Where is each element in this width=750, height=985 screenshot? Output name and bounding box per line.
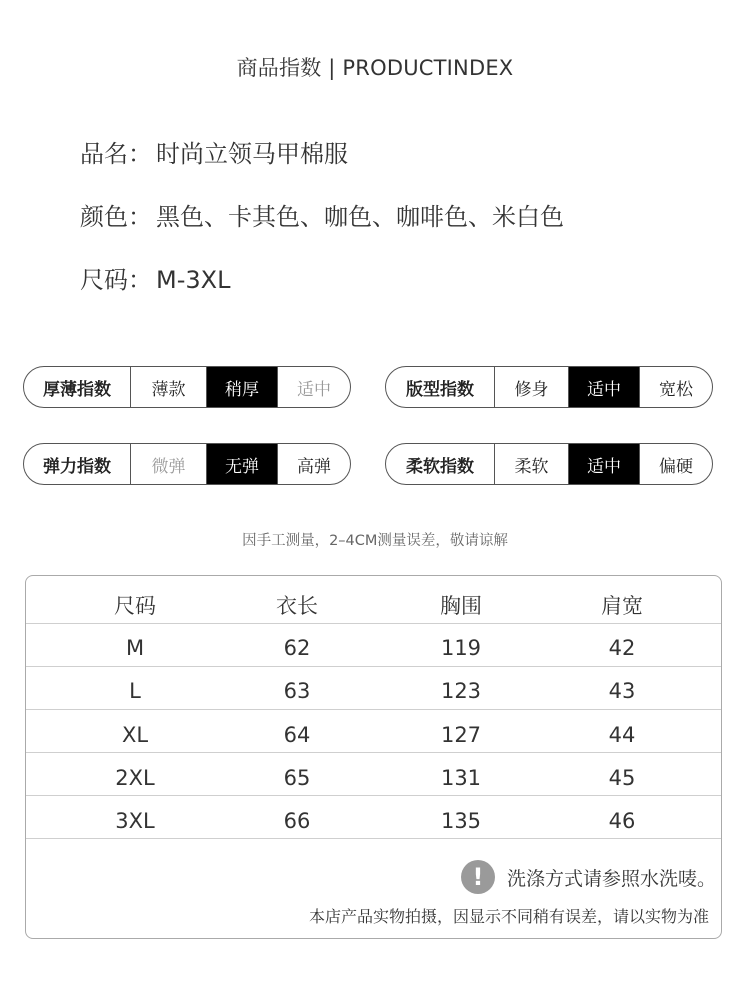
- index-name: 版型指数: [386, 367, 495, 407]
- info-value: 时尚立领马甲棉服: [156, 140, 348, 168]
- row-divider: [26, 795, 721, 796]
- size-table: [25, 575, 722, 939]
- table-cell: 66: [283, 808, 311, 833]
- page-title: 商品指数 | PRODUCTINDEX: [236, 56, 514, 80]
- table-cell: 3XL: [115, 808, 155, 833]
- index-name: 弹力指数: [24, 444, 131, 484]
- table-cell: 62: [283, 635, 311, 660]
- softness-option-soft: 柔软: [514, 456, 549, 477]
- info-value: M-3XL: [156, 266, 231, 294]
- elasticity-option-slight: 微弹: [151, 456, 186, 477]
- info-product-name: [80, 134, 348, 169]
- table-cell: 123: [440, 678, 482, 703]
- table-header-cell: 衣长: [276, 593, 318, 618]
- table-row: [26, 713, 721, 756]
- table-cell: L: [129, 678, 141, 703]
- thickness-option-slightly-thick: 稍厚: [206, 367, 277, 407]
- elasticity-index-pill: [23, 443, 351, 485]
- info-label: 品名：: [80, 140, 152, 168]
- wash-instructions: [461, 860, 716, 894]
- index-name: 柔软指数: [386, 444, 495, 484]
- wash-note: 洗涤方式请参照水洗唛。: [507, 867, 717, 890]
- row-divider: [26, 709, 721, 710]
- elasticity-option-high: 高弹: [277, 444, 350, 484]
- table-cell: M: [125, 635, 145, 660]
- table-row: [26, 626, 721, 669]
- table-row: [26, 756, 721, 799]
- measurement-note: 因手工测量，2–4CM测量误差，敬请谅解: [242, 533, 508, 549]
- softness-index-pill: [385, 443, 713, 485]
- softness-option-stiff: 偏硬: [639, 444, 712, 484]
- table-cell: XL: [121, 722, 149, 747]
- thickness-option-medium: 适中: [277, 367, 350, 407]
- fit-index-pill: [385, 366, 713, 408]
- table-cell: 44: [608, 722, 636, 747]
- softness-option-medium: 适中: [568, 444, 639, 484]
- index-name: 厚薄指数: [24, 367, 131, 407]
- table-row: [26, 669, 721, 712]
- info-label: 尺码：: [80, 266, 152, 294]
- row-divider: [26, 623, 721, 624]
- info-colors: [80, 197, 564, 232]
- thickness-option-thin: 薄款: [151, 379, 186, 400]
- table-header-cell: 尺码: [114, 593, 156, 618]
- table-header-cell: 肩宽: [601, 593, 643, 618]
- table-cell: 119: [440, 635, 482, 660]
- fit-option-slim: 修身: [514, 379, 549, 400]
- table-row: [26, 799, 721, 842]
- table-cell: 63: [283, 678, 311, 703]
- table-cell: 2XL: [115, 765, 155, 790]
- table-cell: 43: [608, 678, 636, 703]
- table-cell: 46: [608, 808, 636, 833]
- info-value: 黑色、卡其色、咖色、咖啡色、米白色: [156, 203, 564, 231]
- table-cell: 131: [440, 765, 482, 790]
- table-header-cell: 胸围: [440, 593, 482, 618]
- table-cell: 127: [440, 722, 482, 747]
- disclaimer: 本店产品实物拍摄，因显示不同稍有误差，请以实物为准: [308, 907, 709, 926]
- table-header-row: [26, 583, 721, 626]
- table-cell: 65: [283, 765, 311, 790]
- thickness-index-pill: [23, 366, 351, 408]
- fit-option-loose: 宽松: [639, 367, 712, 407]
- table-cell: 45: [608, 765, 636, 790]
- info-label: 颜色：: [80, 203, 152, 231]
- exclamation-circle-icon: !: [461, 860, 495, 894]
- row-divider: [26, 752, 721, 753]
- table-cell: 135: [440, 808, 482, 833]
- table-cell: 42: [608, 635, 636, 660]
- table-cell: 64: [283, 722, 311, 747]
- elasticity-option-none: 无弹: [206, 444, 277, 484]
- info-sizes: [80, 260, 230, 295]
- row-divider: [26, 666, 721, 667]
- row-divider: [26, 838, 721, 839]
- fit-option-regular: 适中: [568, 367, 639, 407]
